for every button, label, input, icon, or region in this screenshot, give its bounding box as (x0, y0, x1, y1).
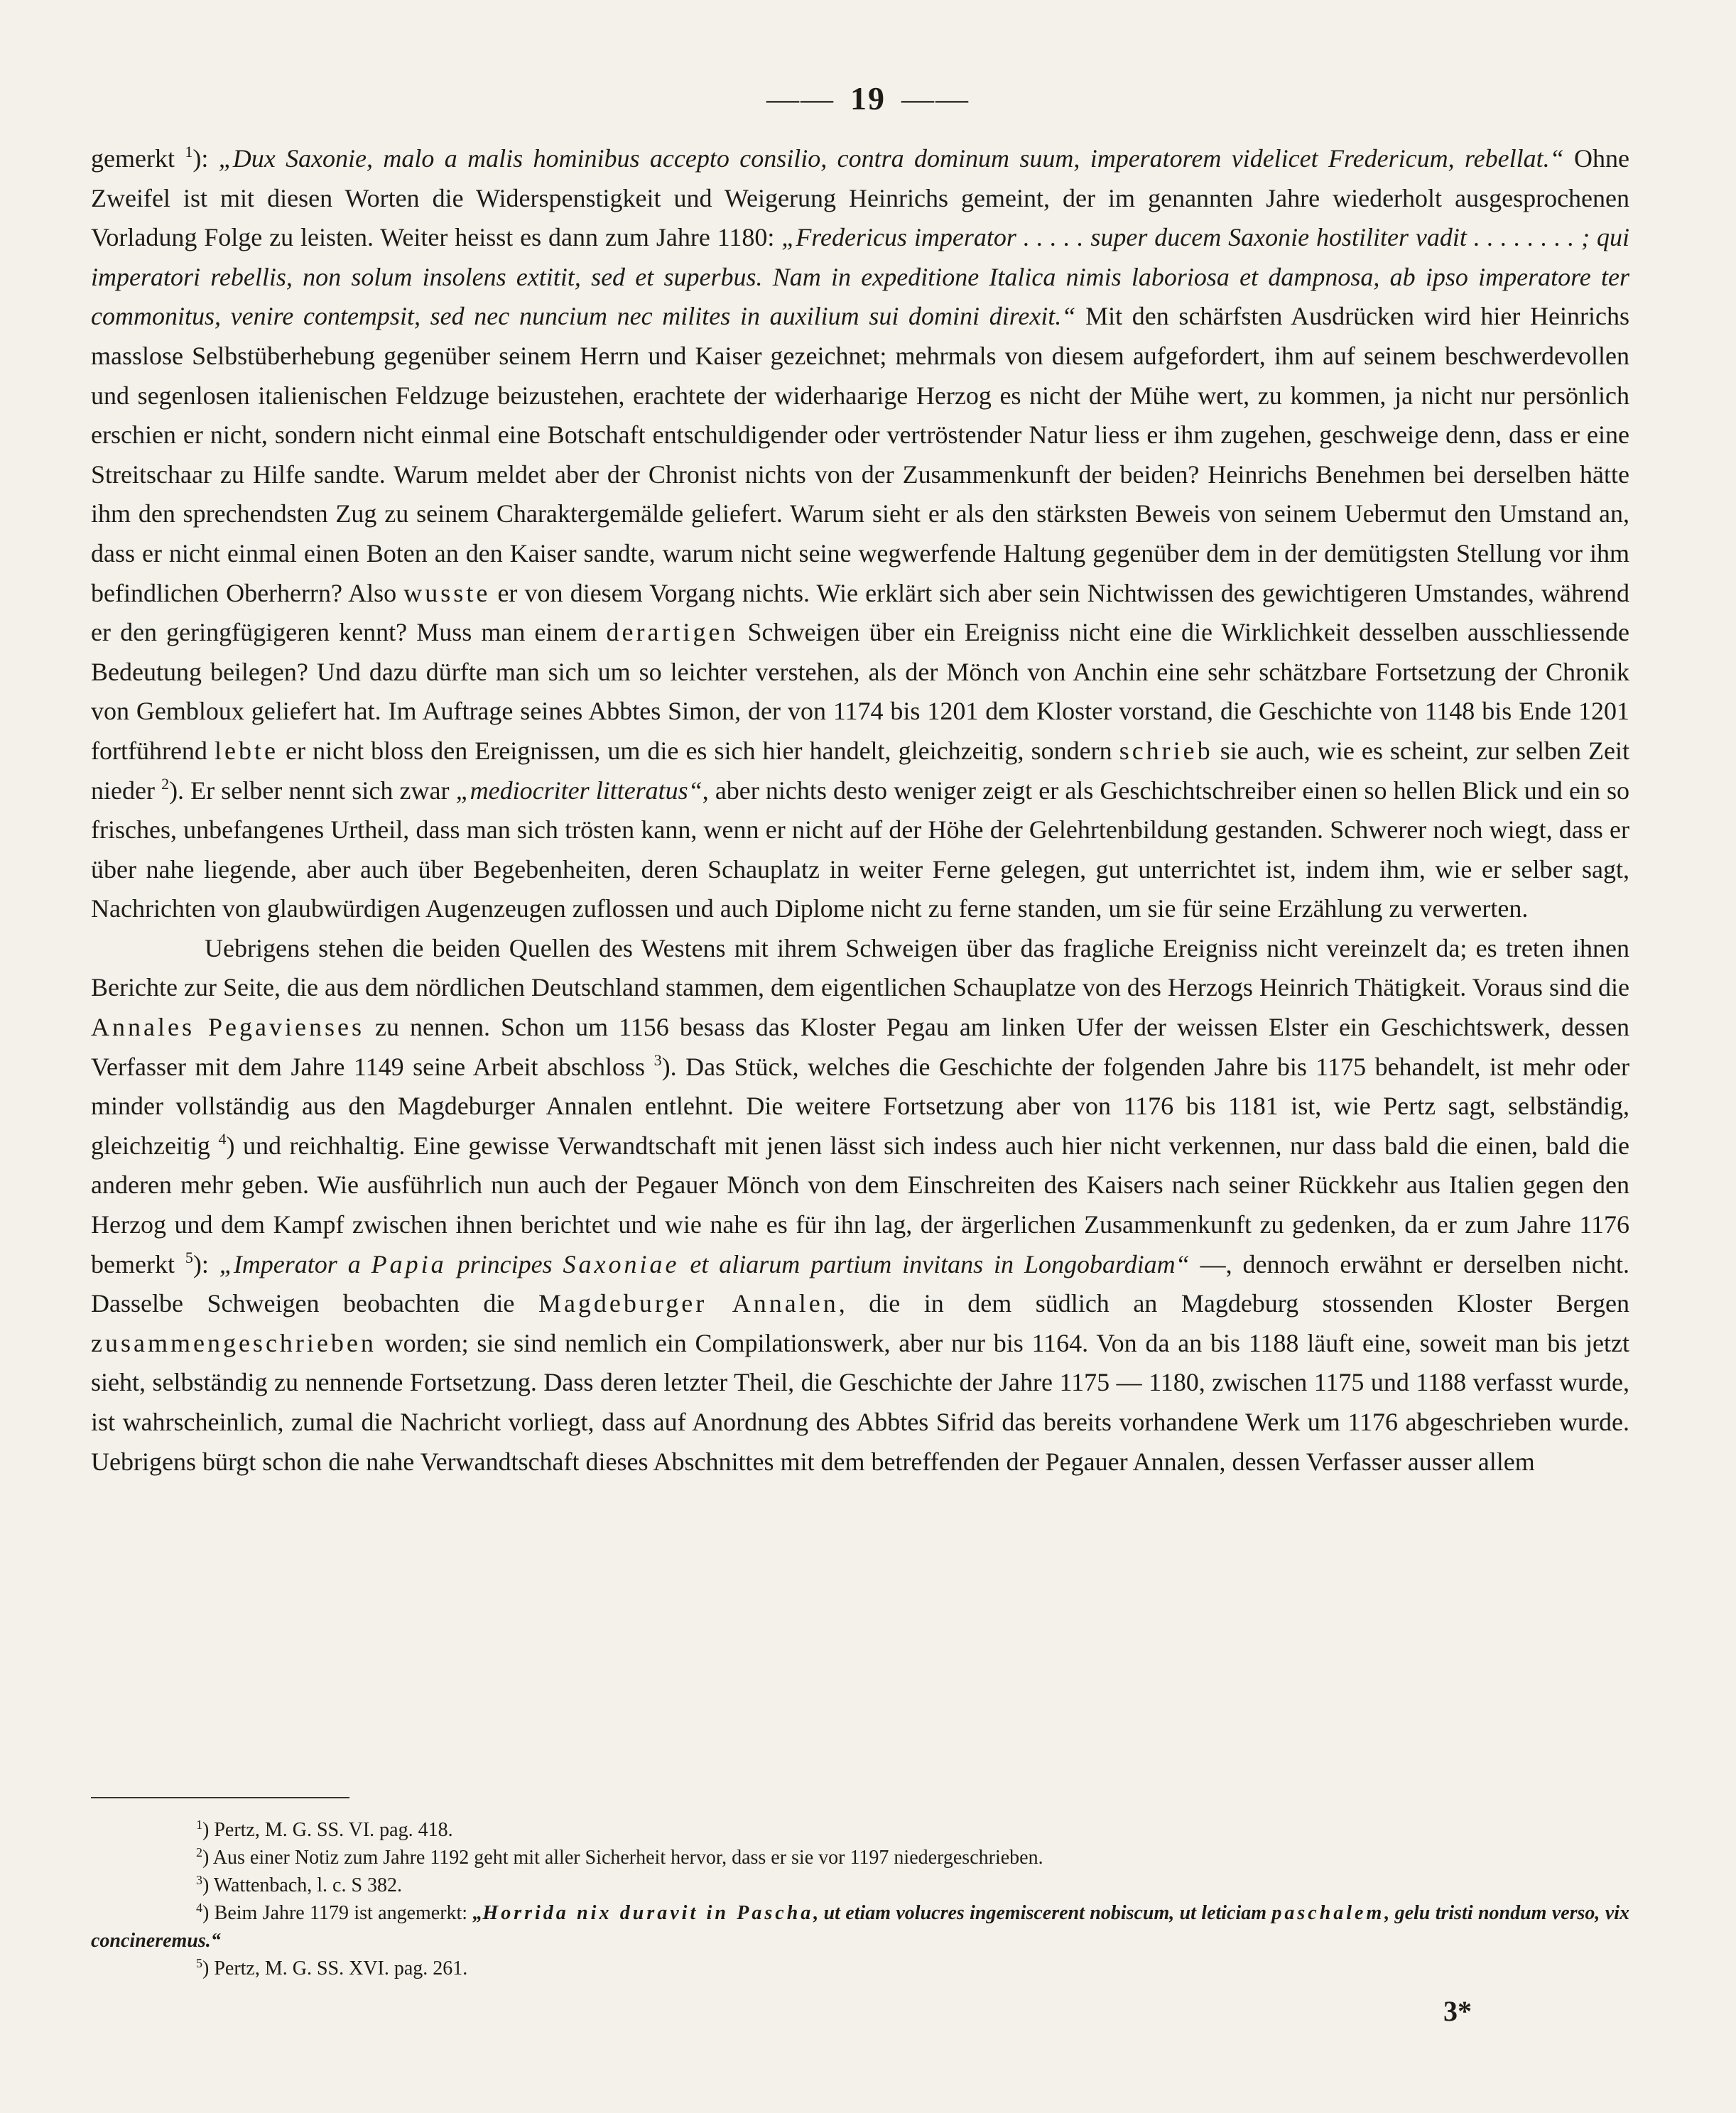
latin-quote: „mediocriter litteratus“ (455, 776, 702, 805)
emphasis-spaced: Magdeburger Annalen (538, 1289, 839, 1318)
emphasis-spaced: Annales Pegavienses (91, 1013, 364, 1042)
emphasis-spaced: lebte (215, 736, 278, 765)
header-dash-left: —— (766, 80, 835, 116)
page-header (0, 80, 1736, 117)
footnote-ref-5[interactable]: 5 (185, 1248, 193, 1266)
paragraph-1: gemerkt $^1$): „Dux Saxonie, malo a malis hominibus accepto consilio, contra dominum suum, imperatorem videlicet Fredericum, rebellat.“ Ohne Zweifel ist mit diesen Worten die Widerspenstigkeit und Weigerung Heinrichs gemeint, der im genannten Jahre wiederholt ausgesprochenen Vorladung Folge zu leisten. Weiter heisst es dann zum Jahre 1180: „Fredericus imperator . . . . . super ducem Saxonie hostiliter vadit . . . . . . . . ; qui imperatori rebellis, non solum insolens extitit, sed et superbus. Nam in expeditione Italica nimis laboriosa et dampnosa, ab ipso imperatore ter commonitus, venire contempsit, sed nec nuncium nec milites in auxilium sui domini direxit.“ Mit den schärfsten Ausdrücken wird hier Heinrichs masslose Selbstüberhebung gegenüber seinem Herrn und Kaiser gezeichnet; mehrmals von diesem aufgefordert, ihm auf seinem beschwerdevollen und segenlosen italienischen Feldzuge beizustehen, erachtete der widerhaarige Herzog es nicht der Mühe wert, zu kommen, ja nicht nur persönlich erschien er nicht, sondern nicht einmal eine Botschaft entschuldigender oder vertröstender Natur liess er ihm zugehen, geschweige denn, dass er eine Streitschaar zu Hilfe sandte. Warum meldet aber der Chronist nichts von der Zusammenkunft der beiden? Heinrichs Benehmen bei derselben hätte ihm den sprechendsten Zug zu seinem Charaktergemälde geliefert. Warum sieht er als den stärksten Beweis von seinem Uebermut den Umstand an, dass er nicht einmal einen Boten an den Kaiser sandte, warum nicht seine wegwerfende Haltung gegenüber dem in der demütigsten Stellung vor ihm befindlichen Oberherrn? Also wusste er von diesem Vorgang nichts. Wie erklärt sich aber sein Nichtwissen des gewichtigeren Umstandes, während er den geringfügigeren kennt? Muss man einem derartigen Schweigen über ein Ereigniss nicht eine die Wirklichkeit desselben ausschliessende Bedeutung beilegen? Und dazu dürfte man sich um so leichter verstehen, als der Mönch von Anchin eine sehr schätzbare Fortsetzung der Chronik von Gembloux geliefert hat. Im Auftrage seines Abbtes Simon, der von 1174 bis 1201 dem Kloster vorstand, die Geschichte von 1148 bis Ende 1201 fortführend lebte er nicht bloss den Ereignissen, um die es sich hier handelt, gleichzeitig, sondern schrieb sie auch, wie es scheint, zur selben Zeit nieder $^2$). Er selber nennt sich zwar „mediocriter litteratus“, aber nichts desto weniger zeigt er als Geschichtschreiber einen so hellen Blick und ein so frisches, unbefangenes Urtheil, dass man sich trösten kann, wenn er nicht auf der Höhe der Gelehrtenbildung gestanden. Schwerer noch wiegt, dass er über nahe liegende, aber auch über Begebenheiten, deren Schauplatz in weiter Ferne gelegen, gut unterrichtet ist, indem ihm, wie er selber sagt, Nachrichten von glaubwürdigen Augenzeugen zuflossen und auch Diplome nicht zu ferne standen, um sie für seine Erzählung zu verwerten. (91, 143, 1630, 923)
body-text (91, 139, 1629, 1482)
header-dash-right: —— (901, 80, 970, 116)
latin-quote: „Dux Saxonie, malo a malis hominibus accepto consilio, contra dominum suum, imperatorem videlicet Fredericum, rebellat.“ (218, 144, 1564, 173)
footnotes (91, 1816, 1629, 1982)
footnote-ref-4[interactable]: 4 (218, 1129, 227, 1148)
footnote-3: $^3$) Wattenbach, l. c. S 382. (196, 1873, 403, 1896)
footnote-1: $^1$) Pertz, M. G. SS. VI. pag. 418. (196, 1818, 453, 1841)
page-number: 19 (850, 80, 886, 116)
emphasis-spaced: derartigen (606, 618, 739, 647)
printer-signature-mark: 3* (1443, 1995, 1472, 2027)
footnote-ref-2[interactable]: 2 (161, 774, 170, 793)
emphasis-spaced: schrieb (1119, 736, 1213, 765)
footnote-5: $^5$) Pertz, M. G. SS. XVI. pag. 261. (196, 1956, 468, 1979)
footnote-2: $^2$) Aus einer Notiz zum Jahre 1192 geht mit aller Sicherheit hervor, dass er sie vor 1197 niedergeschrieben. (196, 1845, 1043, 1869)
footnote-ref-1[interactable]: 1 (185, 143, 193, 161)
emphasis-spaced: wusste (403, 578, 491, 607)
latin-quote: „Imperator a Papia principes Saxoniae et aliarum partium invitans in Longobardiam“ (219, 1249, 1190, 1278)
emphasis-spaced: zusammengeschrieben (91, 1328, 376, 1357)
latin-quote: „Fredericus imperator . . . . . super ducem Saxonie hostiliter vadit . . . . . . . . ; qui imperatori rebellis, non solum insolens extitit, sed et superbus. Nam in expeditione Italica nimis laboriosa et dampnosa, ab ipso imperatore ter commonitus, venire contempsit, sed nec nuncium nec milites in auxilium sui domini direxit.“ (91, 223, 1629, 331)
footnote-4: $^4$) Beim Jahre 1179 ist angemerkt: „Horrida nix duravit in Pascha, ut etiam volucres ingemiscerent nobiscum, ut leticiam paschalem, gelu tristi nondum verso, vix concineremus.“ (91, 1901, 1629, 1952)
footnote-ref-3[interactable]: 3 (653, 1050, 662, 1069)
paragraph-2: Uebrigens stehen die beiden Quellen des Westens mit ihrem Schweigen über das fragliche Ereigniss nicht vereinzelt da; es treten ihnen Berichte zur Seite, die aus dem nördlichen Deutschland stammen, dem eigentlichen Schauplatze von des Herzogs Heinrich Thätigkeit. Voraus sind die Annales Pegavienses zu nennen. Schon um 1156 besass das Kloster Pegau am linken Ufer der weissen Elster ein Geschichtswerk, dessen Verfasser mit dem Jahre 1149 seine Arbeit abschloss $^3$). Das Stück, welches die Geschichte der folgenden Jahre bis 1175 behandelt, ist mehr oder minder vollständig aus den Magdeburger Annalen entlehnt. Die weitere Fortsetzung aber von 1176 bis 1181 ist, wie Pertz sagt, selbständig, gleichzeitig $^4$) und reichhaltig. Eine gewisse Verwandtschaft mit jenen lässt sich indess auch hier nicht verkennen, nur dass bald die einen, bald die anderen mehr geben. Wie ausführlich nun auch der Pegauer Mönch von dem Einschreiten des Kaisers nach seiner Rückkehr aus Italien gegen den Herzog und dem Kampf zwischen ihnen berichtet und wie nahe es für ihn lag, der ärgerlichen Zusammenkunft zu gedenken, da er zum Jahre 1176 bemerkt $^5$): „Imperator a Papia principes Saxoniae et aliarum partium invitans in Longobardiam“ —, dennoch erwähnt er derselben nicht. Dasselbe Schweigen beobachten die Magdeburger Annalen, die in dem südlich an Magdeburg stossenden Kloster Bergen zusammengeschrieben worden; sie sind nemlich ein Compilationswerk, aber nur bis 1164. Von da an bis 1188 läuft eine, soweit man bis jetzt sieht, selbständig zu nennende Fortsetzung. Dass deren letzter Theil, die Geschichte der Jahre 1175 — 1180, zwischen 1175 und 1188 verfasst wurde, ist wahrscheinlich, zumal die Nachricht vorliegt, dass auf Anordnung des Abbtes Sifrid das bereits vorhandene Werk um 1176 abgeschrieben wurde. Uebrigens bürgt schon die nahe Verwandtschaft dieses Abschnittes mit dem betreffenden der Pegauer Annalen, dessen Verfasser ausser allem (91, 933, 1630, 1476)
footnote-divider (91, 1797, 349, 1798)
